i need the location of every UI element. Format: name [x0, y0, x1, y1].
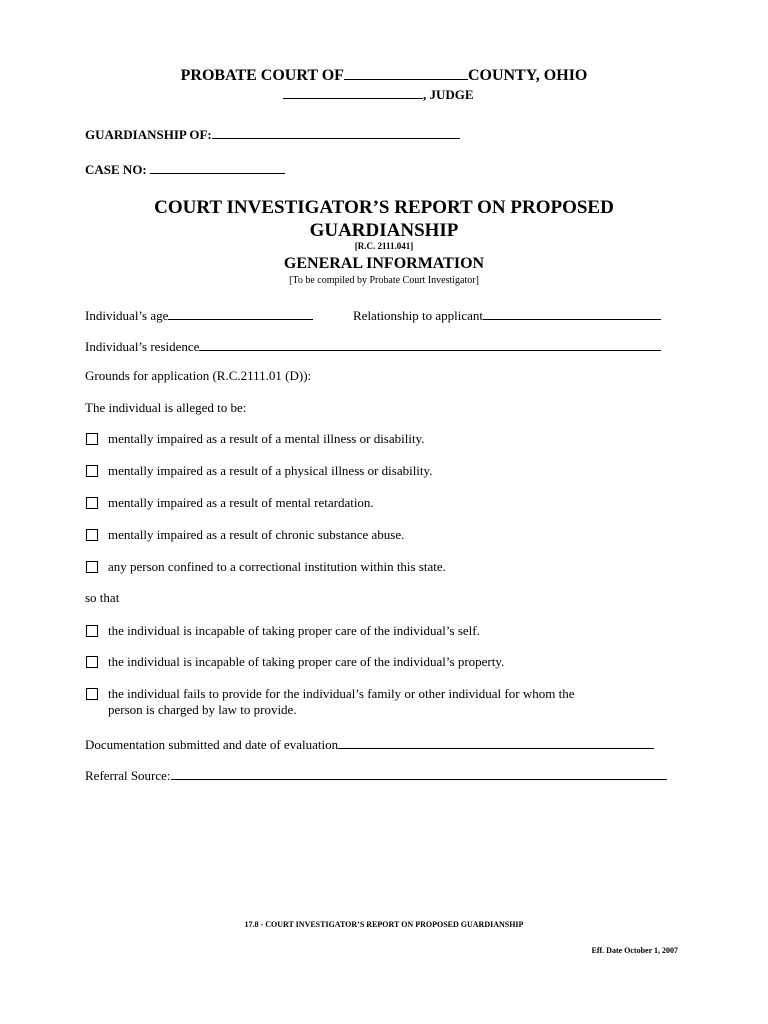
section-note: [To be compiled by Probate Court Investigator]: [289, 275, 479, 286]
judge-line: [283, 84, 474, 103]
checkbox-mental-retardation[interactable]: [86, 497, 98, 509]
judge-blank[interactable]: [283, 84, 423, 99]
option-correctional: any person confined to a correctional institution within this state.: [108, 559, 446, 574]
checkbox-property-care[interactable]: [86, 656, 98, 668]
alleged-label: The individual is alleged to be:: [85, 400, 247, 415]
court-prefix: PROBATE COURT OF: [180, 67, 344, 84]
age-label: Individual’s age: [85, 308, 169, 323]
documentation-label: Documentation submitted and date of evaluation: [85, 737, 339, 752]
option-self-care: the individual is incapable of taking proper care of the individual’s self.: [108, 623, 480, 638]
option-mental-illness: mentally impaired as a result of a mental illness or disability.: [108, 431, 425, 446]
judge-label: , JUDGE: [423, 87, 474, 102]
checkbox-substance-abuse[interactable]: [86, 529, 98, 541]
guardianship-line: [85, 124, 460, 143]
residence-label: Individual’s residence: [85, 339, 200, 354]
age-line: [85, 305, 313, 324]
relationship-label: Relationship to applicant: [353, 308, 483, 323]
checkbox-physical-illness[interactable]: [86, 465, 98, 477]
grounds-label: Grounds for application (R.C.2111.01 (D)):: [85, 368, 312, 383]
checkbox-correctional[interactable]: [86, 561, 98, 573]
option-physical-illness: mentally impaired as a result of a physical illness or disability.: [108, 463, 433, 478]
residence-line: [85, 336, 661, 355]
relationship-blank[interactable]: [483, 305, 661, 320]
checkbox-mental-illness[interactable]: [86, 433, 98, 445]
option-family-support-line2: person is charged by law to provide.: [108, 702, 297, 717]
report-title-line1: COURT INVESTIGATOR’S REPORT ON PROPOSED: [154, 197, 614, 218]
court-heading: [0, 64, 768, 85]
so-that-label: so that: [85, 590, 120, 605]
case-no-line: [85, 159, 285, 178]
footer-form-title: 17.8 - COURT INVESTIGATOR’S REPORT ON PROPOSED GUARDIANSHIP: [244, 920, 524, 929]
option-property-care: the individual is incapable of taking proper care of the individual’s property.: [108, 654, 505, 669]
referral-label: Referral Source:: [85, 768, 171, 783]
court-suffix: COUNTY, OHIO: [467, 67, 588, 84]
age-blank[interactable]: [168, 305, 313, 320]
report-title-line2: GUARDIANSHIP: [309, 220, 459, 241]
footer-eff-date: Eff. Date October 1, 2007: [591, 946, 678, 955]
guardianship-blank[interactable]: [212, 124, 460, 139]
case-no-blank[interactable]: [150, 159, 285, 174]
county-blank[interactable]: [344, 64, 468, 80]
documentation-blank[interactable]: [338, 734, 654, 749]
statute-ref: [R.C. 2111.041]: [354, 241, 414, 251]
checkbox-self-care[interactable]: [86, 625, 98, 637]
option-mental-retardation: mentally impaired as a result of mental retardation.: [108, 495, 374, 510]
checkbox-family-support[interactable]: [86, 688, 98, 700]
relationship-line: [353, 305, 661, 324]
case-no-label: CASE NO:: [85, 162, 147, 177]
residence-blank[interactable]: [199, 336, 661, 351]
option-family-support-line1: the individual fails to provide for the individual’s family or other individual for whom the: [108, 686, 575, 701]
section-title: GENERAL INFORMATION: [283, 255, 485, 272]
referral-line: [85, 765, 667, 784]
documentation-line: [85, 734, 654, 753]
option-substance-abuse: mentally impaired as a result of chronic substance abuse.: [108, 527, 405, 542]
referral-blank[interactable]: [171, 765, 667, 780]
guardianship-label: GUARDIANSHIP OF:: [85, 127, 212, 142]
